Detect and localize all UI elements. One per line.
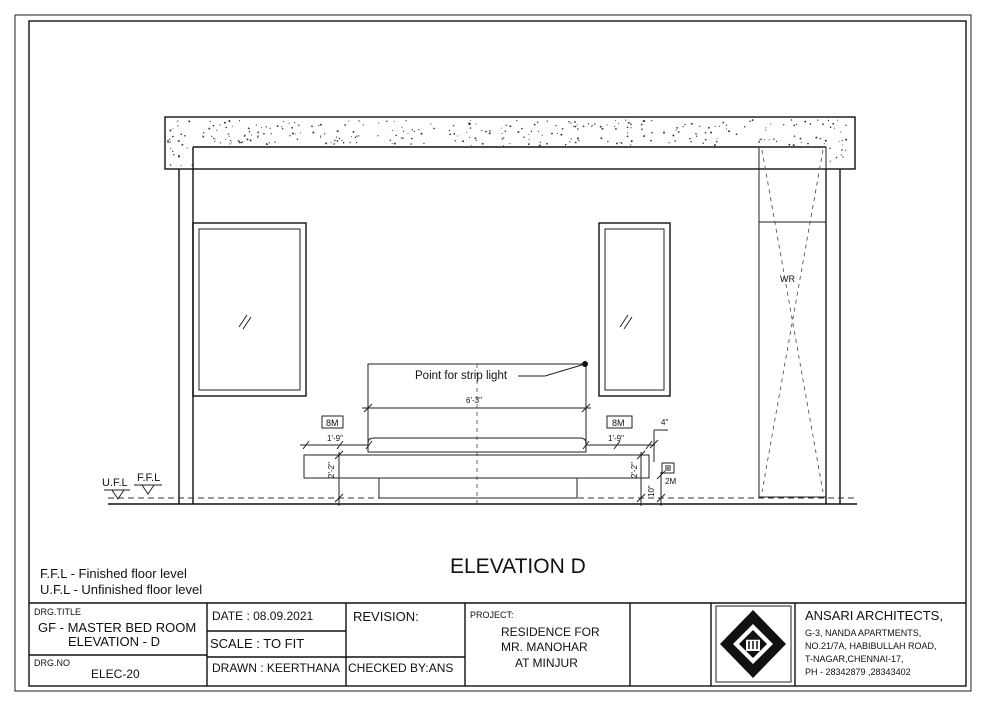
- bed: [304, 364, 649, 504]
- strip-light-label: Point for strip light: [415, 370, 508, 382]
- roof-slab: [165, 117, 855, 169]
- wardrobe: [759, 147, 826, 497]
- drg-no-label: DRG.NO: [34, 658, 70, 668]
- legend-ffl: F.F.L - Finished floor level: [40, 566, 187, 581]
- drg-title-line1: GF - MASTER BED ROOM: [38, 620, 197, 635]
- ffl-marker: [134, 472, 162, 494]
- project-line3: AT MINJUR: [515, 656, 578, 670]
- bed-base: [379, 478, 577, 498]
- bed-width-dimension: [362, 396, 591, 412]
- firm-address-1: G-3, NANDA APARTMENTS,: [805, 628, 922, 638]
- drg-title-label: DRG.TITLE: [34, 607, 82, 617]
- right-height-text: 2'-2": [630, 462, 639, 478]
- wardrobe-label: WR: [780, 274, 795, 284]
- bed-platform: [304, 455, 649, 478]
- revision-field: REVISION:: [353, 609, 419, 624]
- socket-symbol: [662, 463, 676, 486]
- left-window: [193, 223, 306, 396]
- drg-title-line2: ELEVATION - D: [68, 634, 160, 649]
- scale-field: SCALE : TO FIT: [210, 636, 305, 651]
- right-8m-text: 8M: [612, 418, 625, 428]
- walls: [179, 147, 840, 504]
- drawn-field: DRAWN : KEERTHANA: [212, 661, 341, 675]
- left-dim-text: 1'-9": [327, 434, 343, 443]
- checked-field: CHECKED BY:ANS: [348, 661, 454, 675]
- elevation-title: ELEVATION D: [450, 555, 586, 578]
- ufl-label: U.F.L: [102, 477, 128, 489]
- project-label: PROJECT:: [470, 610, 514, 620]
- project-line1: RESIDENCE FOR: [501, 625, 600, 639]
- firm-logo: [716, 606, 791, 682]
- right-side-dimensions: [583, 416, 668, 506]
- ten-inch-text: 10": [647, 485, 656, 497]
- left-8m-text: 8M: [326, 418, 339, 428]
- drg-no: ELEC-20: [91, 667, 140, 681]
- legend-ufl: U.F.L - Unfinished floor level: [40, 582, 203, 597]
- firm-phone: PH - 28342879 ,28343402: [805, 667, 911, 677]
- firm-name: ANSARI ARCHITECTS,: [805, 608, 943, 623]
- right-dim-text: 1'-9": [608, 434, 624, 443]
- left-side-dimensions: [300, 416, 372, 506]
- right-window: [599, 223, 670, 396]
- date-field: DATE : 08.09.2021: [212, 609, 314, 623]
- socket-label: 2M: [665, 477, 677, 486]
- firm-address-3: T-NAGAR,CHENNAI-17,: [805, 654, 904, 664]
- four-inch-text: 4": [661, 418, 669, 427]
- project-line2: MR. MANOHAR: [501, 640, 588, 654]
- ufl-marker: [102, 477, 130, 499]
- bed-width-text: 6'-3": [466, 396, 482, 405]
- left-height-text: 2'-2": [327, 462, 336, 478]
- ffl-label: F.F.L: [137, 472, 161, 484]
- firm-address-2: NO.21/7A, HABIBULLAH ROAD,: [805, 641, 937, 651]
